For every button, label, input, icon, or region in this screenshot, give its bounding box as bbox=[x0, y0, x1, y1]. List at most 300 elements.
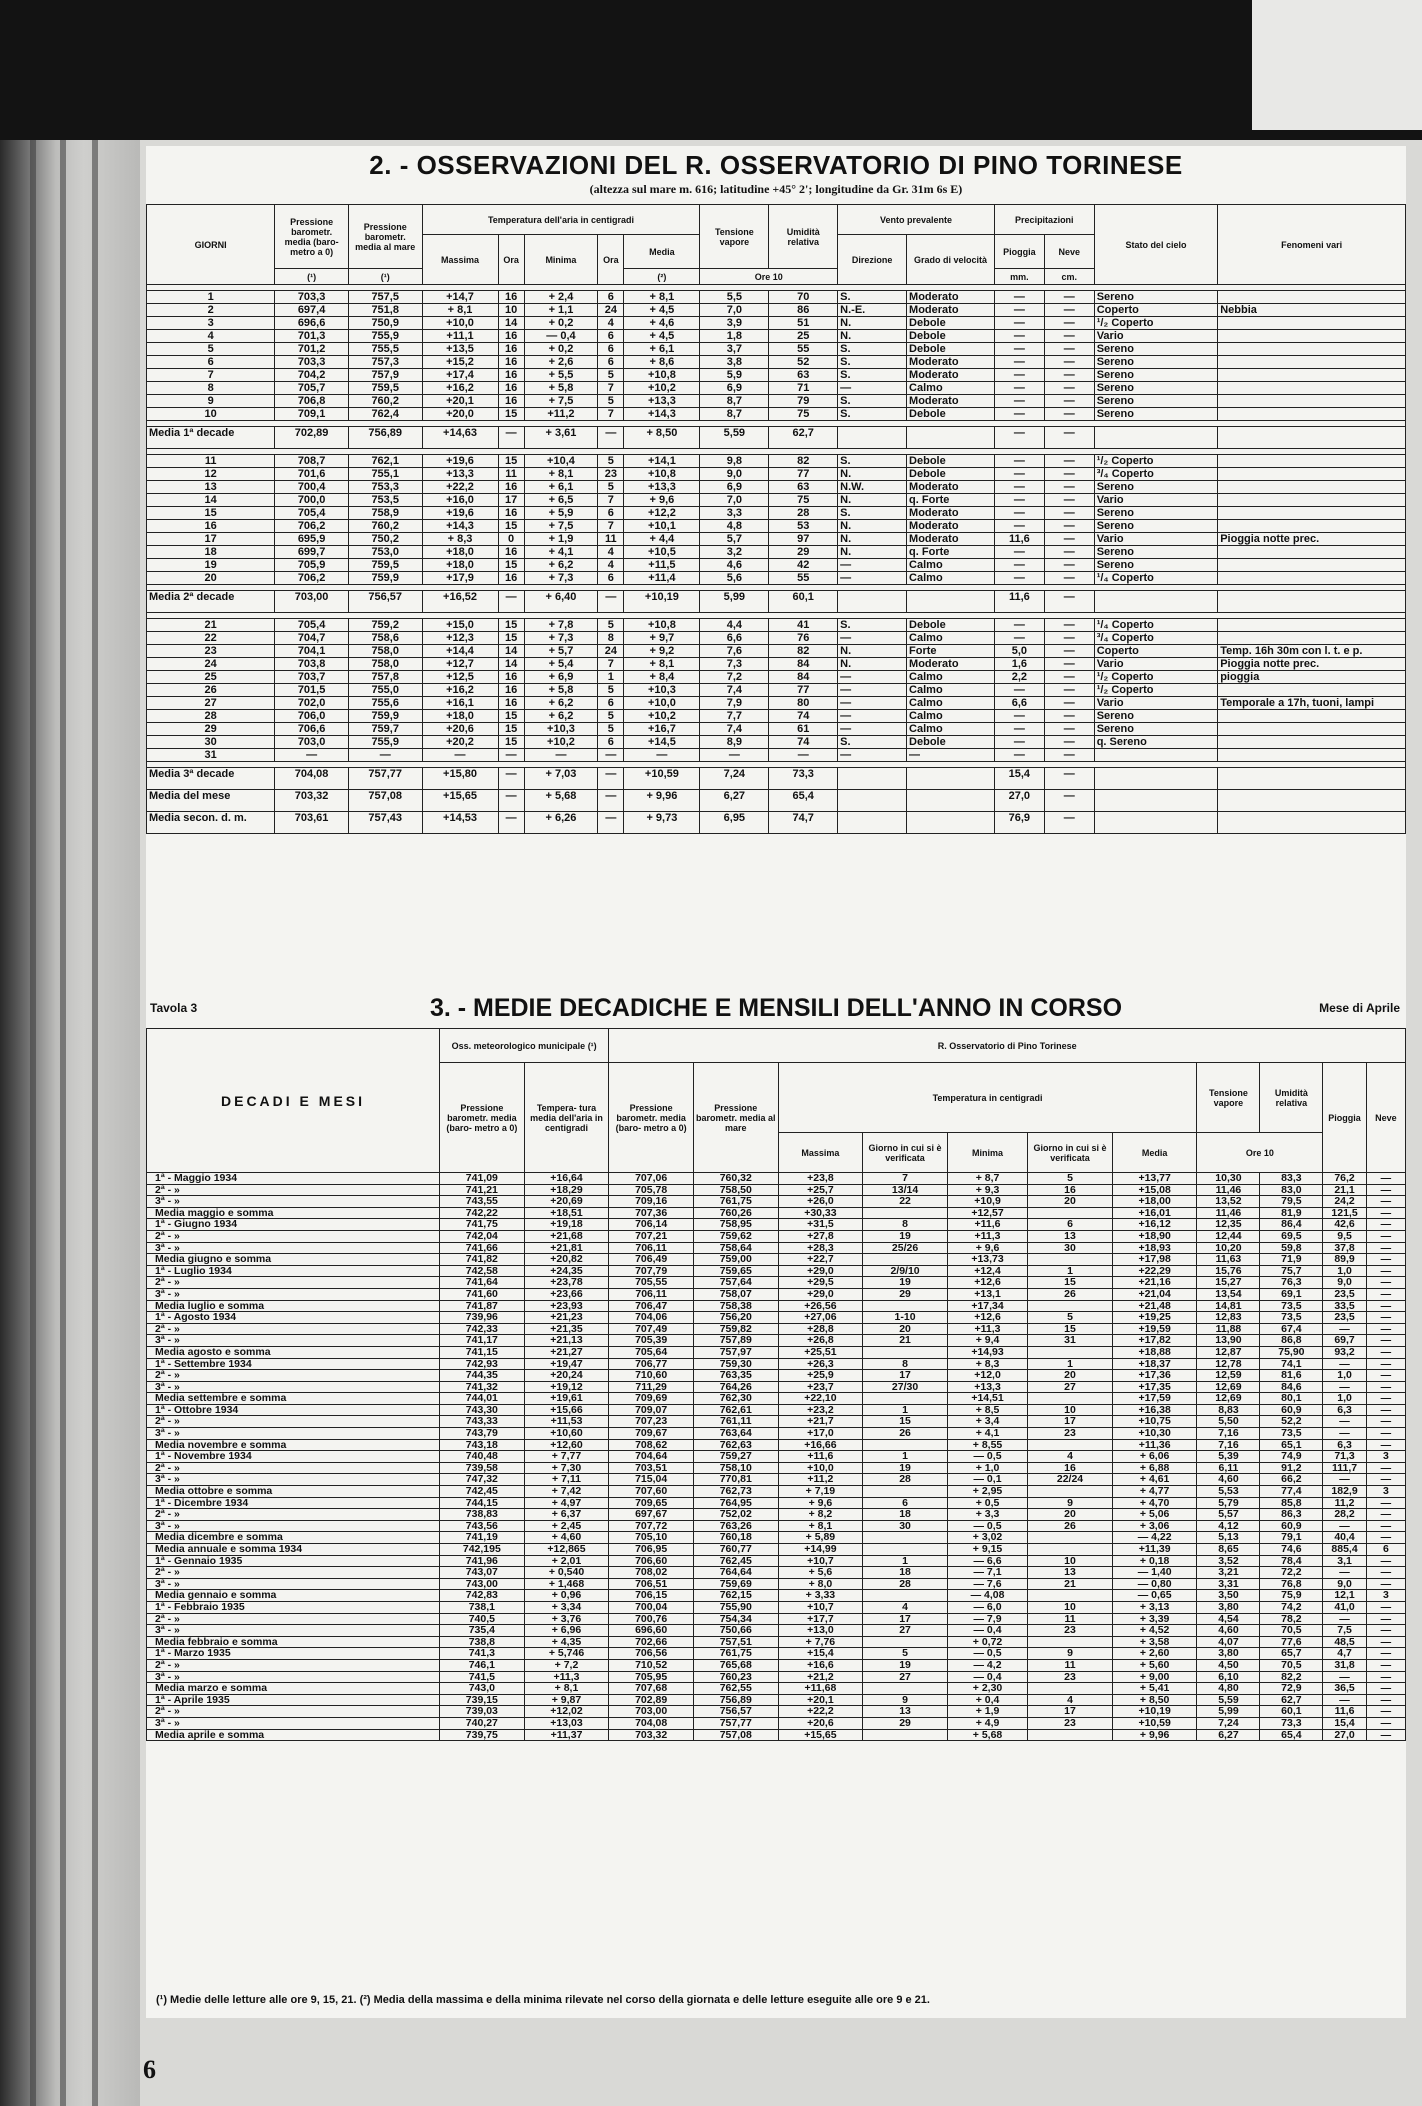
cell: 1ª - Aprile 1935 bbox=[147, 1694, 440, 1706]
cell: Calmo bbox=[907, 710, 995, 723]
cell: Sereno bbox=[1094, 408, 1218, 421]
cell: 758,64 bbox=[693, 1242, 778, 1254]
cell: 700,76 bbox=[609, 1613, 694, 1625]
cell: 760,2 bbox=[348, 520, 422, 533]
cell: +17,7 bbox=[778, 1613, 863, 1625]
cell: — bbox=[1323, 1613, 1366, 1625]
cell: +11,6 bbox=[947, 1219, 1027, 1231]
table-row bbox=[147, 1671, 1406, 1683]
cell: +16,64 bbox=[524, 1173, 609, 1185]
cell: — bbox=[1366, 1358, 1405, 1370]
table-row bbox=[147, 291, 1406, 304]
cell: + 4,97 bbox=[524, 1497, 609, 1509]
cell bbox=[1218, 790, 1406, 812]
cell: 5,79 bbox=[1197, 1497, 1260, 1509]
cell: +11,2 bbox=[778, 1474, 863, 1486]
cell: 7,24 bbox=[1197, 1717, 1260, 1729]
cell: — bbox=[838, 382, 907, 395]
cell: Sereno bbox=[1094, 520, 1218, 533]
table-row bbox=[147, 481, 1406, 494]
cell: 4,54 bbox=[1197, 1613, 1260, 1625]
cell: 739,58 bbox=[440, 1462, 525, 1474]
cell: 23 bbox=[1028, 1428, 1113, 1440]
cell: 17 bbox=[147, 533, 275, 546]
cell: 72,2 bbox=[1260, 1567, 1323, 1579]
cell: 759,9 bbox=[348, 710, 422, 723]
cell: N. bbox=[838, 645, 907, 658]
cell: 757,77 bbox=[693, 1717, 778, 1729]
cell: 70,5 bbox=[1260, 1625, 1323, 1637]
cell: +10,2 bbox=[624, 382, 700, 395]
cell: 742,83 bbox=[440, 1590, 525, 1602]
cell: +10,19 bbox=[1112, 1706, 1197, 1718]
cell: + 1,9 bbox=[524, 533, 598, 546]
cell: 65,1 bbox=[1260, 1439, 1323, 1451]
cell: Moderato bbox=[907, 533, 995, 546]
cell: 8 bbox=[598, 632, 624, 645]
cell: +15,08 bbox=[1112, 1184, 1197, 1196]
cell: — bbox=[1044, 723, 1094, 736]
cell: 28 bbox=[863, 1474, 948, 1486]
cell: 701,2 bbox=[275, 343, 349, 356]
cell: 3 bbox=[147, 317, 275, 330]
cell: +23,7 bbox=[778, 1381, 863, 1393]
cell: 80 bbox=[769, 697, 838, 710]
cell: 6,11 bbox=[1197, 1462, 1260, 1474]
cell: S. bbox=[838, 619, 907, 632]
cell bbox=[863, 1207, 948, 1219]
table-row bbox=[147, 749, 1406, 762]
cell: — 0,4 bbox=[947, 1671, 1027, 1683]
cell: 85,8 bbox=[1260, 1497, 1323, 1509]
cell: — bbox=[1366, 1277, 1405, 1289]
cell: +11,53 bbox=[524, 1416, 609, 1428]
cell: — bbox=[598, 812, 624, 834]
cell: 5 bbox=[598, 710, 624, 723]
header-giorno-max: Giorno in cui si è verificata bbox=[863, 1133, 948, 1173]
cell: +18,90 bbox=[1112, 1230, 1197, 1242]
cell: 760,23 bbox=[693, 1671, 778, 1683]
cell: +12,0 bbox=[947, 1370, 1027, 1382]
table-row bbox=[147, 1219, 1406, 1231]
cell: +15,65 bbox=[422, 790, 498, 812]
cell: 12,1 bbox=[1323, 1590, 1366, 1602]
cell: 4 bbox=[1028, 1451, 1113, 1463]
cell: 59,8 bbox=[1260, 1242, 1323, 1254]
cell: +10,3 bbox=[524, 723, 598, 736]
cell: +16,38 bbox=[1112, 1404, 1197, 1416]
cell: — bbox=[994, 369, 1044, 382]
cell: 755,9 bbox=[348, 330, 422, 343]
cell: — bbox=[1366, 1393, 1405, 1405]
header-pressione-mare: Pressione barometr. media al mare bbox=[693, 1063, 778, 1173]
table-row bbox=[147, 1555, 1406, 1567]
cell: 40,4 bbox=[1323, 1532, 1366, 1544]
cell: + 7,77 bbox=[524, 1451, 609, 1463]
cell: +23,93 bbox=[524, 1300, 609, 1312]
table-row bbox=[147, 1462, 1406, 1474]
cell: 77 bbox=[769, 684, 838, 697]
cell: 4 bbox=[863, 1601, 948, 1613]
cell: +21,48 bbox=[1112, 1300, 1197, 1312]
cell: +11,6 bbox=[778, 1451, 863, 1463]
cell: 750,2 bbox=[348, 533, 422, 546]
cell: 6 bbox=[598, 697, 624, 710]
cell: 83,0 bbox=[1260, 1184, 1323, 1196]
cell: + 5,06 bbox=[1112, 1509, 1197, 1521]
cell bbox=[1028, 1439, 1113, 1451]
cell: 6 bbox=[863, 1497, 948, 1509]
cell: +13,3 bbox=[422, 468, 498, 481]
cell: 4,12 bbox=[1197, 1520, 1260, 1532]
cell: 739,75 bbox=[440, 1729, 525, 1741]
cell: + 3,39 bbox=[1112, 1613, 1197, 1625]
table-row bbox=[147, 1601, 1406, 1613]
cell: — bbox=[994, 356, 1044, 369]
cell: 744,15 bbox=[440, 1497, 525, 1509]
cell: ¹/₂ Coperto bbox=[1094, 455, 1218, 468]
cell: Sereno bbox=[1094, 559, 1218, 572]
cell: 706,11 bbox=[609, 1288, 694, 1300]
cell: +10,8 bbox=[624, 468, 700, 481]
cell: 706,51 bbox=[609, 1578, 694, 1590]
cell: — bbox=[1323, 1671, 1366, 1683]
cell: 20 bbox=[1028, 1509, 1113, 1521]
cell: 84 bbox=[769, 658, 838, 671]
cell: 29 bbox=[769, 546, 838, 559]
cell: + 0,96 bbox=[524, 1590, 609, 1602]
cell: — bbox=[994, 481, 1044, 494]
cell: 22 bbox=[863, 1196, 948, 1208]
cell: 86 bbox=[769, 304, 838, 317]
cell: 5 bbox=[147, 343, 275, 356]
cell: Sereno bbox=[1094, 343, 1218, 356]
cell: 15 bbox=[498, 619, 524, 632]
cell: +18,0 bbox=[422, 546, 498, 559]
table-row bbox=[147, 559, 1406, 572]
cell: 11 bbox=[1028, 1659, 1113, 1671]
cell bbox=[838, 790, 907, 812]
cell bbox=[1218, 291, 1406, 304]
cell: 21 bbox=[147, 619, 275, 632]
cell: 742,22 bbox=[440, 1207, 525, 1219]
cell: pioggia bbox=[1218, 671, 1406, 684]
cell: Calmo bbox=[907, 559, 995, 572]
cell: — bbox=[1366, 1625, 1405, 1637]
cell: 703,32 bbox=[275, 790, 349, 812]
cell: 1ª - Novembre 1934 bbox=[147, 1451, 440, 1463]
cell: +17,82 bbox=[1112, 1335, 1197, 1347]
cell: +10,5 bbox=[624, 546, 700, 559]
page-number: 6 bbox=[143, 2055, 156, 2084]
cell: 705,64 bbox=[609, 1346, 694, 1358]
cell: 24 bbox=[598, 304, 624, 317]
cell: 759,5 bbox=[348, 382, 422, 395]
table-row bbox=[147, 455, 1406, 468]
cell: — bbox=[1366, 1462, 1405, 1474]
cell: +10,59 bbox=[1112, 1717, 1197, 1729]
cell: 74,1 bbox=[1260, 1358, 1323, 1370]
cell: 757,77 bbox=[348, 768, 422, 790]
cell: +19,59 bbox=[1112, 1323, 1197, 1335]
cell bbox=[1218, 356, 1406, 369]
header-minima: Minima bbox=[947, 1133, 1027, 1173]
cell: + 3,33 bbox=[778, 1590, 863, 1602]
cell: — bbox=[275, 749, 349, 762]
table-row bbox=[147, 546, 1406, 559]
cell: Moderato bbox=[907, 481, 995, 494]
cell: — bbox=[1044, 291, 1094, 304]
cell: 753,0 bbox=[348, 546, 422, 559]
cell: 69,7 bbox=[1323, 1335, 1366, 1347]
cell: +16,12 bbox=[1112, 1219, 1197, 1231]
cell: + 1,0 bbox=[947, 1462, 1027, 1474]
cell: + 5,6 bbox=[778, 1567, 863, 1579]
header-direzione: Direzione bbox=[838, 235, 907, 285]
cell bbox=[1218, 494, 1406, 507]
cell: +16,2 bbox=[422, 684, 498, 697]
cell: 5,7 bbox=[700, 533, 769, 546]
cell: 1 bbox=[863, 1555, 948, 1567]
cell: 702,66 bbox=[609, 1636, 694, 1648]
cell: — bbox=[1366, 1694, 1405, 1706]
seasonal-mean-row bbox=[147, 812, 1406, 834]
cell: 12 bbox=[147, 468, 275, 481]
table-row bbox=[147, 1184, 1406, 1196]
cell: 4,50 bbox=[1197, 1659, 1260, 1671]
cell: 1 bbox=[1028, 1265, 1113, 1277]
cell: + 9,73 bbox=[624, 812, 700, 834]
table-row bbox=[147, 1300, 1406, 1312]
cell: 3ª - » bbox=[147, 1335, 440, 1347]
scan-top-notch bbox=[1252, 0, 1422, 130]
header-ora: Ora bbox=[598, 235, 624, 285]
cell bbox=[1218, 632, 1406, 645]
cell bbox=[1094, 768, 1218, 790]
cell: N. bbox=[838, 330, 907, 343]
cell: 2,2 bbox=[994, 671, 1044, 684]
cell: — bbox=[598, 591, 624, 613]
cell: 762,45 bbox=[693, 1555, 778, 1567]
table-row bbox=[147, 1404, 1406, 1416]
cell: 31,8 bbox=[1323, 1659, 1366, 1671]
cell: 744,35 bbox=[440, 1370, 525, 1382]
cell: 708,02 bbox=[609, 1567, 694, 1579]
cell: 1 bbox=[863, 1404, 948, 1416]
header-pressione-mare: Pressione barometr. media al mare bbox=[348, 205, 422, 269]
table-row bbox=[147, 1277, 1406, 1289]
cell: 19 bbox=[863, 1659, 948, 1671]
cell: +19,47 bbox=[524, 1358, 609, 1370]
cell: + 3,4 bbox=[947, 1416, 1027, 1428]
cell: 28 bbox=[147, 710, 275, 723]
cell: 6,6 bbox=[994, 697, 1044, 710]
cell: 757,08 bbox=[693, 1729, 778, 1741]
cell: +11,36 bbox=[1112, 1439, 1197, 1451]
cell: Sereno bbox=[1094, 382, 1218, 395]
header-temperatura: Temperatura in centigradi bbox=[778, 1063, 1197, 1133]
cell: — bbox=[1044, 671, 1094, 684]
cell: +15,0 bbox=[422, 619, 498, 632]
cell: 3,9 bbox=[700, 317, 769, 330]
cell: 71,9 bbox=[1260, 1254, 1323, 1266]
cell: 20 bbox=[863, 1323, 948, 1335]
cell: + 8,1 bbox=[624, 658, 700, 671]
cell: 742,04 bbox=[440, 1230, 525, 1242]
cell: + 9,4 bbox=[947, 1335, 1027, 1347]
cell: + 6,26 bbox=[524, 812, 598, 834]
cell: 706,56 bbox=[609, 1648, 694, 1660]
cell: 761,75 bbox=[693, 1196, 778, 1208]
cell: — bbox=[1366, 1671, 1405, 1683]
cell: +29,0 bbox=[778, 1265, 863, 1277]
tavola-label: Tavola 3 bbox=[150, 1001, 198, 1015]
cell: +12,5 bbox=[422, 671, 498, 684]
cell: 80,1 bbox=[1260, 1393, 1323, 1405]
cell: — bbox=[1366, 1173, 1405, 1185]
cell: — bbox=[1044, 710, 1094, 723]
cell: — 6,0 bbox=[947, 1601, 1027, 1613]
cell: — bbox=[1366, 1404, 1405, 1416]
cell: 741,87 bbox=[440, 1300, 525, 1312]
cell: S. bbox=[838, 507, 907, 520]
cell: 3ª - » bbox=[147, 1578, 440, 1590]
cell: Debole bbox=[907, 330, 995, 343]
cell: 15 bbox=[498, 455, 524, 468]
table-row bbox=[147, 1370, 1406, 1382]
cell: +12,3 bbox=[422, 632, 498, 645]
cell: 5,50 bbox=[1197, 1416, 1260, 1428]
cell: — bbox=[1366, 1532, 1405, 1544]
cell: 15 bbox=[147, 507, 275, 520]
cell: — bbox=[1044, 736, 1094, 749]
cell: +24,35 bbox=[524, 1265, 609, 1277]
cell: 3ª - » bbox=[147, 1242, 440, 1254]
cell: +19,61 bbox=[524, 1393, 609, 1405]
cell: 5,99 bbox=[700, 591, 769, 613]
cell: — bbox=[1366, 1706, 1405, 1718]
table-row bbox=[147, 304, 1406, 317]
cell: 7,4 bbox=[700, 684, 769, 697]
cell: — bbox=[1044, 790, 1094, 812]
cell: +10,75 bbox=[1112, 1416, 1197, 1428]
cell: +14,4 bbox=[422, 645, 498, 658]
cell: +23,2 bbox=[778, 1404, 863, 1416]
cell: 762,1 bbox=[348, 455, 422, 468]
cell: 12,87 bbox=[1197, 1346, 1260, 1358]
cell: Sereno bbox=[1094, 723, 1218, 736]
cell bbox=[1028, 1544, 1113, 1556]
cell: +10,4 bbox=[524, 455, 598, 468]
cell: 9,0 bbox=[1323, 1578, 1366, 1590]
cell: +21,68 bbox=[524, 1230, 609, 1242]
cell: 79 bbox=[769, 395, 838, 408]
cell: 759,7 bbox=[348, 723, 422, 736]
cell: 739,03 bbox=[440, 1706, 525, 1718]
cell: 6,6 bbox=[700, 632, 769, 645]
cell: 757,97 bbox=[693, 1346, 778, 1358]
cell: + 0,18 bbox=[1112, 1555, 1197, 1567]
cell: 6,3 bbox=[1323, 1439, 1366, 1451]
cell: 705,95 bbox=[609, 1671, 694, 1683]
cell: + 8,55 bbox=[947, 1439, 1027, 1451]
cell: 5,59 bbox=[700, 427, 769, 449]
table-row bbox=[147, 1393, 1406, 1405]
cell: 700,0 bbox=[275, 494, 349, 507]
cell: 739,15 bbox=[440, 1694, 525, 1706]
cell: 89,9 bbox=[1323, 1254, 1366, 1266]
cell: 13,52 bbox=[1197, 1196, 1260, 1208]
cell: — bbox=[1366, 1242, 1405, 1254]
cell: +10,60 bbox=[524, 1428, 609, 1440]
cell: + 9,6 bbox=[947, 1242, 1027, 1254]
cell bbox=[1218, 455, 1406, 468]
cell: + 6,1 bbox=[524, 481, 598, 494]
cell: Vario bbox=[1094, 658, 1218, 671]
table-row bbox=[147, 1509, 1406, 1521]
cell: N. bbox=[838, 546, 907, 559]
cell: 19 bbox=[863, 1277, 948, 1289]
decade-mean-row bbox=[147, 591, 1406, 613]
cell: 31 bbox=[1028, 1335, 1113, 1347]
cell: 2ª - » bbox=[147, 1277, 440, 1289]
cell: 5 bbox=[598, 684, 624, 697]
cell: 2ª - » bbox=[147, 1613, 440, 1625]
cell: +12,02 bbox=[524, 1706, 609, 1718]
cell: 754,34 bbox=[693, 1613, 778, 1625]
table-row bbox=[147, 395, 1406, 408]
cell: Sereno bbox=[1094, 710, 1218, 723]
cell: 738,1 bbox=[440, 1601, 525, 1613]
cell: — 6,6 bbox=[947, 1555, 1027, 1567]
cell bbox=[1218, 710, 1406, 723]
cell: — bbox=[1044, 455, 1094, 468]
cell: Sereno bbox=[1094, 507, 1218, 520]
cell: 20 bbox=[147, 572, 275, 585]
cell: 79,5 bbox=[1260, 1196, 1323, 1208]
cell: 15,27 bbox=[1197, 1277, 1260, 1289]
cell bbox=[838, 812, 907, 834]
cell: 15 bbox=[498, 723, 524, 736]
table-row bbox=[147, 330, 1406, 343]
cell: 16 bbox=[498, 343, 524, 356]
cell: 15,4 bbox=[1323, 1717, 1366, 1729]
cell: 759,62 bbox=[693, 1230, 778, 1242]
cell bbox=[1218, 427, 1406, 449]
cell bbox=[1218, 507, 1406, 520]
cell: + 4,61 bbox=[1112, 1474, 1197, 1486]
cell: — bbox=[994, 408, 1044, 421]
cell: 704,08 bbox=[609, 1717, 694, 1729]
cell bbox=[863, 1729, 948, 1741]
cell: 759,00 bbox=[693, 1254, 778, 1266]
cell: — bbox=[1366, 1428, 1405, 1440]
cell: + 5,9 bbox=[524, 507, 598, 520]
header-neve: Neve bbox=[1366, 1063, 1405, 1173]
cell: 60,1 bbox=[769, 591, 838, 613]
cell: +12,57 bbox=[947, 1207, 1027, 1219]
cell: + 3,06 bbox=[1112, 1520, 1197, 1532]
cell bbox=[1218, 559, 1406, 572]
cell: 741,64 bbox=[440, 1277, 525, 1289]
header-decadi-mesi: DECADI E MESI bbox=[147, 1029, 440, 1173]
header-mm: mm. bbox=[994, 269, 1044, 285]
cell: 707,68 bbox=[609, 1683, 694, 1695]
cell: 21,1 bbox=[1323, 1184, 1366, 1196]
cell: — bbox=[498, 790, 524, 812]
cell: +13,1 bbox=[947, 1288, 1027, 1300]
cell: 13,54 bbox=[1197, 1288, 1260, 1300]
